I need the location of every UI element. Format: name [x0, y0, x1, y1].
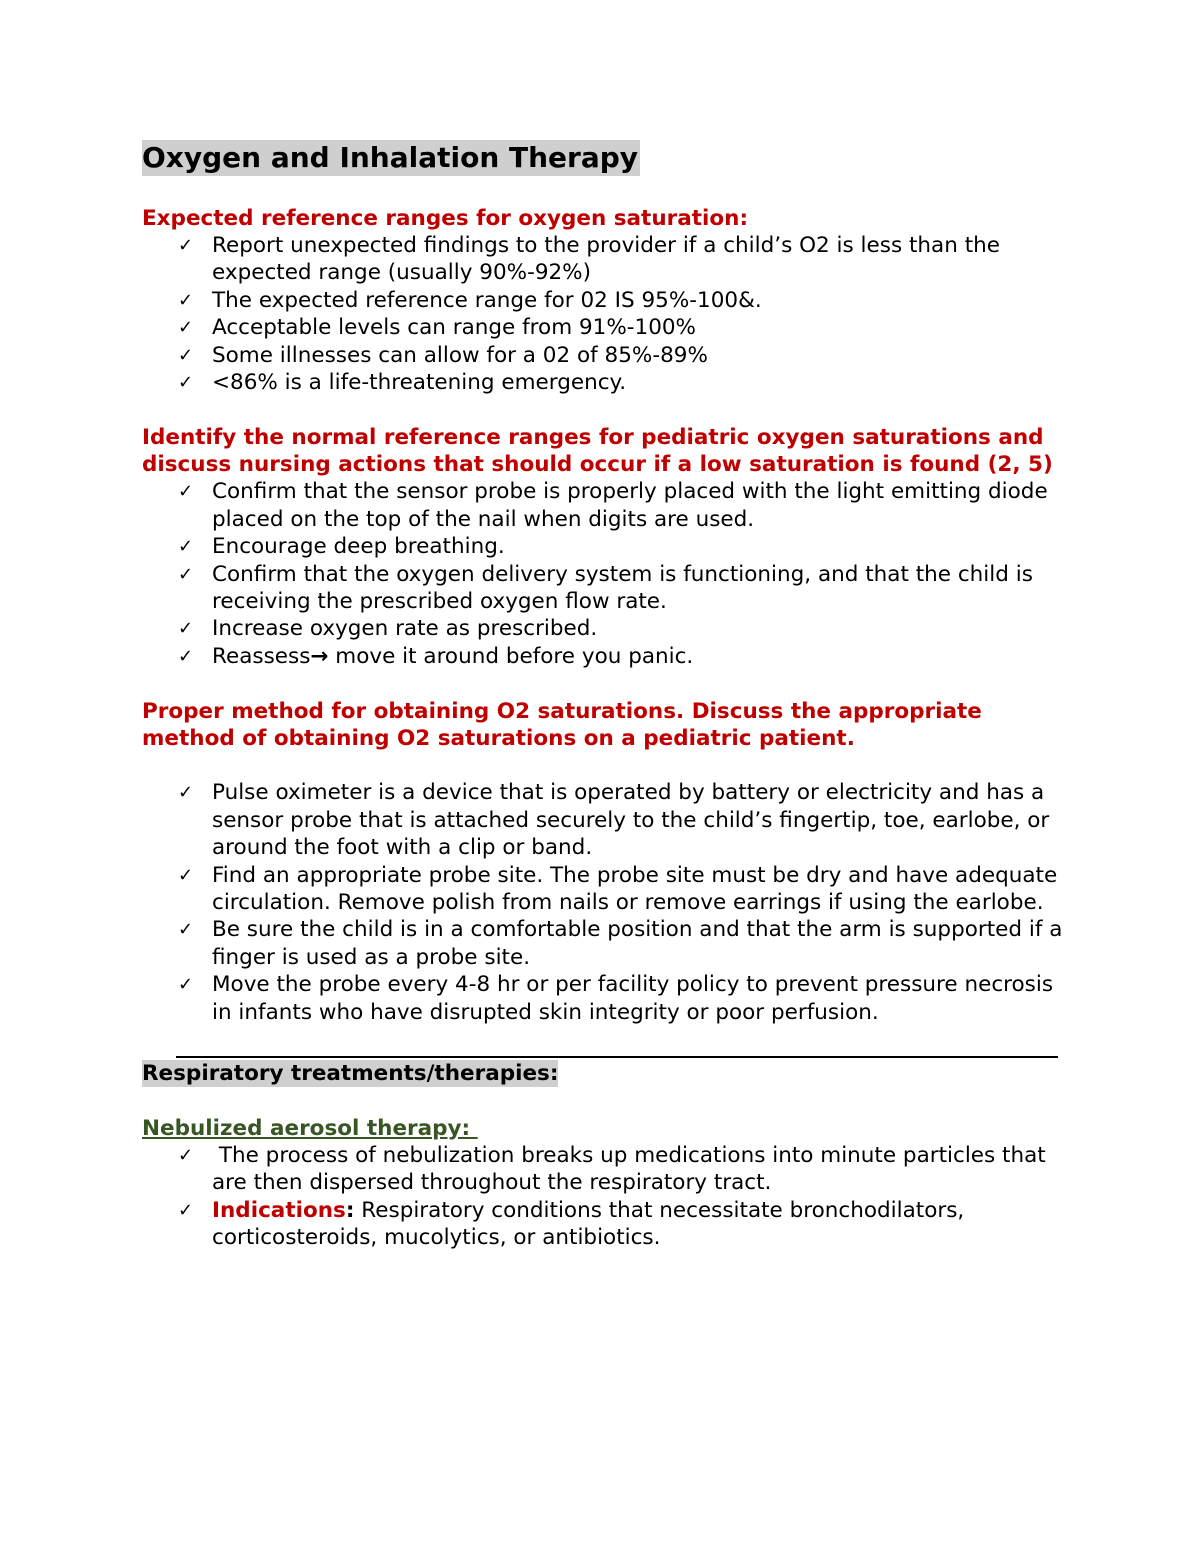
list-item: ✓ Indications: Respiratory conditions that necessitate bronchodilators, corticosteroids, mucolytics, or antibiotics. — [178, 1197, 965, 1251]
list-item: ✓ Report unexpected findings to the provider if a child’s O2 is less than the expected range (usually 90%-92%) — [178, 233, 1000, 286]
nebulized-aerosol-list — [142, 1142, 1072, 1252]
check-icon: ✓ — [178, 919, 194, 941]
check-icon: ✓ — [178, 289, 194, 311]
list-item: ✓ Confirm that the sensor probe is properly placed with the light emitting diode placed on the top of the nail when digits are used. — [178, 479, 1048, 532]
list-item: ✓ Reassess→ move it around before you panic. — [178, 643, 694, 669]
proper-method-list — [142, 779, 1072, 1026]
list-item: ✓ <86% is a life-threatening emergency. — [178, 370, 627, 396]
check-icon: ✓ — [178, 645, 194, 667]
list-item: ✓ Find an appropriate probe site. The probe site must be dry and have adequate circulation. Remove polish from nails or remove earrings if using the earlobe. — [178, 862, 1058, 915]
check-icon: ✓ — [178, 235, 194, 256]
check-icon: ✓ — [178, 317, 194, 339]
check-icon: ✓ — [178, 618, 194, 640]
list-item: ✓ The expected reference range for 02 IS 95%-100&. — [178, 287, 762, 313]
list-item: ✓ Confirm that the oxygen delivery system is functioning, and that the child is receiving the prescribed oxygen flow rate. — [178, 561, 1033, 615]
check-icon: ✓ — [178, 782, 194, 804]
list-item: ✓ Pulse oximeter is a device that is operated by battery or electricity and has a sensor probe that is attached securely to the child’s fingertip, toe, earlobe, or around the foot with a clip or band. — [178, 780, 1050, 861]
list-item: ✓ Some illnesses can allow for a 02 of 85%-89% — [178, 342, 708, 368]
check-icon: ✓ — [178, 536, 194, 558]
document-page — [142, 140, 1072, 1252]
indications-label: Indications — [212, 1197, 346, 1223]
check-icon: ✓ — [178, 481, 194, 503]
check-icon: ✓ — [178, 864, 194, 886]
list-item: ✓ Move the probe every 4-8 hr or per facility policy to prevent pressure necrosis in infants who have disrupted skin integrity or poor perfusion. — [178, 972, 1054, 1025]
list-item: ✓ The process of nebulization breaks up medications into minute particles that are then dispersed throughout the respiratory tract. — [178, 1142, 1053, 1196]
check-icon: ✓ — [178, 344, 194, 366]
section-heading-expected-ranges: Expected reference ranges for oxygen saturation: — [142, 206, 749, 231]
list-item: ✓ Be sure the child is in a comfortable position and that the arm is supported if a finger is used as a probe site. — [178, 917, 1063, 970]
list-item: ✓ Encourage deep breathing. — [178, 534, 505, 560]
check-icon: ✓ — [178, 974, 194, 996]
document-title: Oxygen and Inhalation Therapy — [142, 141, 639, 174]
check-icon: ✓ — [178, 563, 194, 585]
expected-ranges-list — [142, 232, 1072, 396]
section-heading-normal-ranges: Identify the normal reference ranges for pediatric oxygen saturations and discuss nursing actions that should occur if a low saturation is found (2, 5) — [142, 425, 1053, 478]
list-item: ✓ Increase oxygen rate as prescribed. — [178, 616, 598, 642]
nebulized-aerosol-heading: Nebulized aerosol therapy: — [142, 1115, 478, 1141]
nursing-actions-list — [142, 478, 1072, 670]
check-icon: ✓ — [178, 1144, 194, 1166]
right-arrow-icon: → — [310, 643, 329, 669]
section-heading-proper-method: Proper method for obtaining O2 saturations. Discuss the appropriate method of obtaining O2 saturations on a pediatric patient. — [142, 699, 982, 752]
check-icon: ✓ — [178, 1199, 194, 1221]
check-icon: ✓ — [178, 372, 194, 394]
respiratory-treatments-title: Respiratory treatments/therapies: — [142, 1060, 559, 1086]
list-item: ✓ Acceptable levels can range from 91%-100% — [178, 315, 696, 341]
section-divider — [176, 1056, 1058, 1058]
